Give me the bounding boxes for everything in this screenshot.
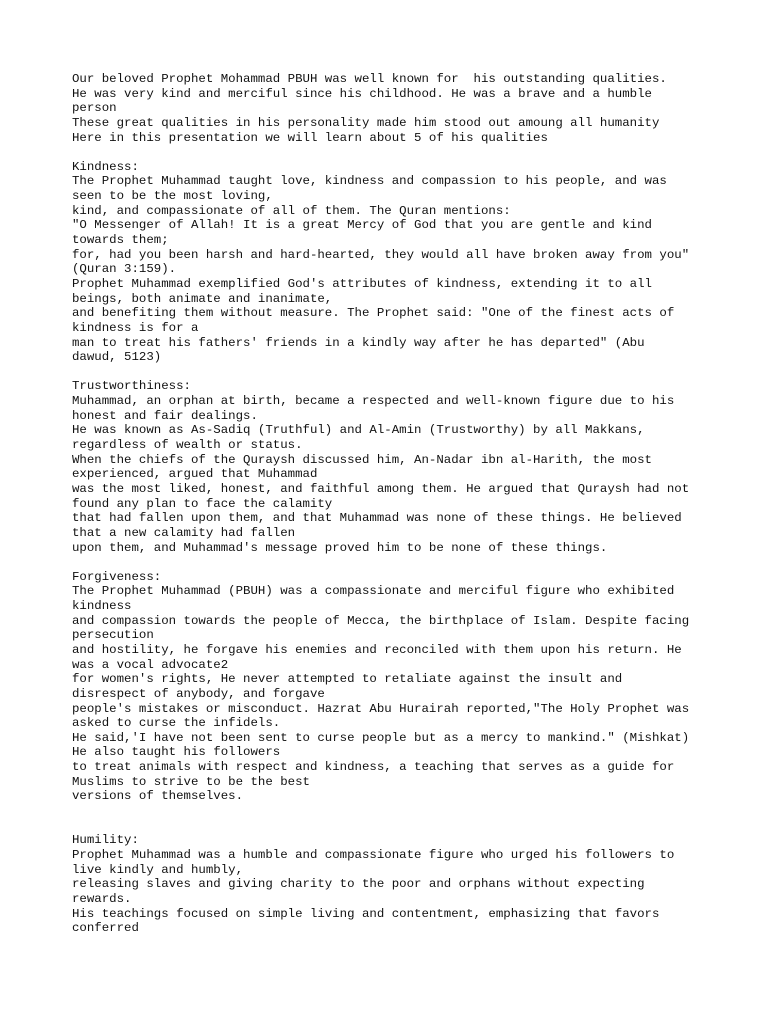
text-line: He said,'I have not been sent to curse people but as a mercy to mankind." (Mishkat) (72, 730, 690, 745)
text-line: regardless of wealth or status. (72, 438, 303, 453)
text-line: dawud, 5123) (72, 350, 162, 365)
text-line: disrespect of anybody, and forgave (72, 686, 325, 701)
blank-line (72, 804, 732, 819)
text-line: Prophet Muhammad was a humble and compassionate figure who urged his followers to (72, 847, 675, 862)
text-line: kindness is for a (72, 320, 199, 335)
section-heading-trustworthiness: Trustworthiness: (72, 379, 191, 394)
text-line: asked to curse the infidels. (72, 716, 281, 731)
text-line: Prophet Muhammad exemplified God's attributes of kindness, extending it to all (72, 276, 652, 291)
text-line: was a vocal advocate2 (72, 657, 229, 672)
text-line: Our beloved Prophet Mohammad PBUH was well known for his outstanding qualities. (72, 72, 667, 86)
text-line: seen to be the most loving, (72, 189, 273, 204)
text-line: beings, both animate and inanimate, (72, 291, 333, 306)
text-line: releasing slaves and giving charity to the poor and orphans without expecting (72, 877, 645, 892)
text-line: that had fallen upon them, and that Muhammad was none of these things. He believed (72, 511, 682, 526)
text-line: and compassion towards the people of Mecca, the birthplace of Islam. Despite facing (72, 613, 690, 628)
blank-line (72, 145, 732, 160)
text-line: persecution (72, 628, 154, 643)
text-line: Muhammad, an orphan at birth, became a respected and well-known figure due to his (72, 394, 675, 409)
text-line: kind, and compassionate of all of them. The Quran mentions: (72, 203, 511, 218)
document-page (72, 72, 732, 936)
blank-line (72, 819, 732, 834)
text-line: kindness (72, 599, 132, 614)
text-line: upon them, and Muhammad's message proved him to be none of these things. (72, 540, 608, 555)
text-line: towards them; (72, 233, 169, 248)
section-heading-kindness: Kindness: (72, 159, 139, 174)
text-line: for, had you been harsh and hard-hearted, they would all have broken away from you" (72, 247, 690, 262)
blank-line (72, 365, 732, 380)
text-line: Here in this presentation we will learn about 5 of his qualities (72, 130, 548, 145)
text-line: His teachings focused on simple living and contentment, emphasizing that favors (72, 906, 660, 921)
text-line: and benefiting them without measure. The Prophet said: "One of the finest acts of (72, 306, 675, 321)
text-line: (Quran 3:159). (72, 262, 177, 277)
text-line: versions of themselves. (72, 789, 244, 804)
text-line: The Prophet Muhammad (PBUH) was a compassionate and merciful figure who exhibited (72, 584, 675, 599)
text-line: These great qualities in his personality made him stood out amoung all humanity (72, 115, 660, 130)
text-line: "O Messenger of Allah! It is a great Mercy of God that you are gentle and kind (72, 218, 652, 233)
text-line: found any plan to face the calamity (72, 496, 333, 511)
text-line: was the most liked, honest, and faithful among them. He argued that Quraysh had not (72, 481, 690, 496)
text-line: honest and fair dealings. (72, 408, 258, 423)
text-line: person (72, 101, 117, 116)
blank-line (72, 555, 732, 570)
text-line: and hostility, he forgave his enemies and reconciled with them upon his return. He (72, 642, 682, 657)
text-line: The Prophet Muhammad taught love, kindness and compassion to his people, and was (72, 174, 667, 189)
text-line: He also taught his followers (72, 745, 281, 760)
text-line: for women's rights, He never attempted to retaliate against the insult and (72, 672, 623, 687)
text-line: Muslims to strive to be the best (72, 774, 310, 789)
text-line: When the chiefs of the Quraysh discussed him, An-Nadar ibn al-Harith, the most (72, 452, 652, 467)
text-line: man to treat his fathers' friends in a kindly way after he has departed" (Abu (72, 335, 645, 350)
text-line: live kindly and humbly, (72, 862, 244, 877)
text-line: that a new calamity had fallen (72, 525, 296, 540)
section-heading-forgiveness: Forgiveness: (72, 569, 162, 584)
text-line: He was known as As-Sadiq (Truthful) and Al-Amin (Trustworthy) by all Makkans, (72, 423, 645, 438)
section-heading-humility: Humility: (72, 833, 139, 848)
text-line: people's mistakes or misconduct. Hazrat Abu Hurairah reported,"The Holy Prophet was (72, 701, 690, 716)
text-line: He was very kind and merciful since his childhood. He was a brave and a humble (72, 86, 652, 101)
text-line: conferred (72, 921, 139, 936)
text-line: to treat animals with respect and kindness, a teaching that serves as a guide for (72, 760, 675, 775)
text-line: rewards. (72, 891, 132, 906)
text-line: experienced, argued that Muhammad (72, 467, 318, 482)
